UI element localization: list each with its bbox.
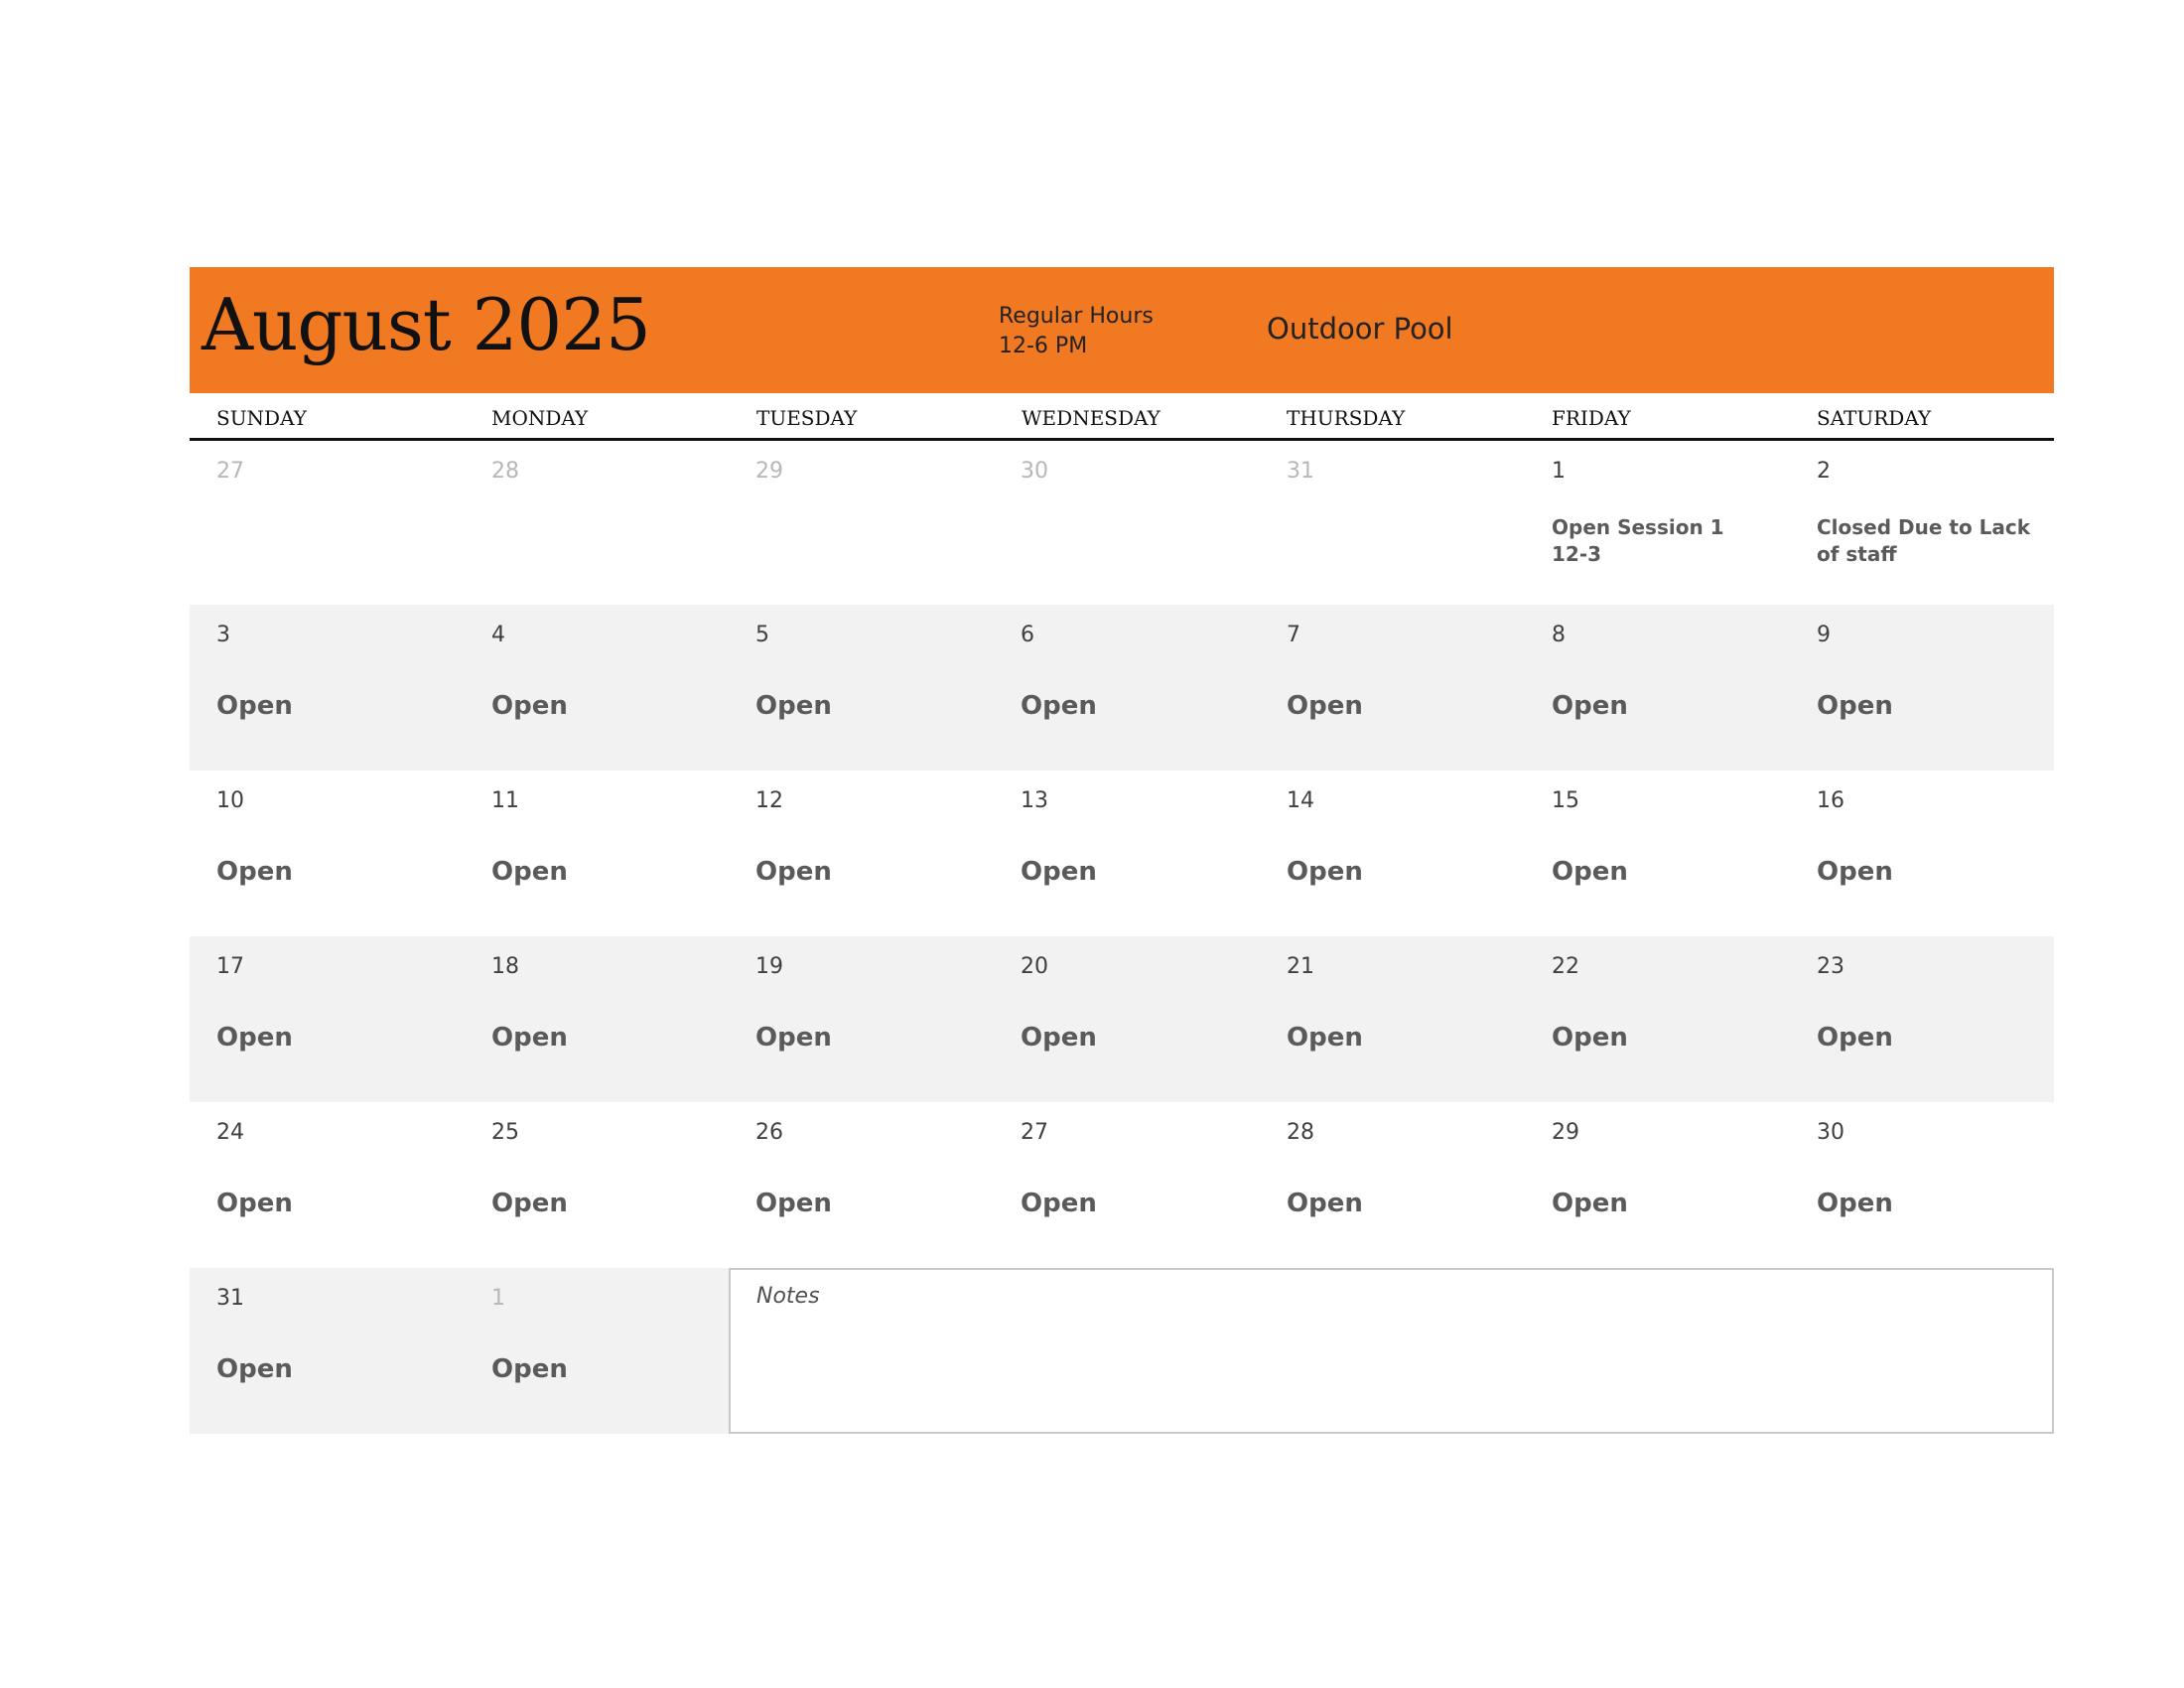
date-number: 29 bbox=[1552, 1120, 1579, 1145]
day-event: Open bbox=[216, 1354, 293, 1384]
date-number: 26 bbox=[755, 1120, 783, 1145]
date-number: 22 bbox=[1552, 954, 1579, 979]
date-number: 30 bbox=[1021, 459, 1048, 484]
weekday-wednesday: WEDNESDAY bbox=[1022, 406, 1160, 430]
date-number: 30 bbox=[1817, 1120, 1844, 1145]
calendar-grid bbox=[190, 441, 2054, 1434]
day-event: Open bbox=[1287, 1189, 1363, 1218]
date-number: 6 bbox=[1021, 623, 1034, 647]
day-event: Closed Due to Lack of staff bbox=[1817, 515, 2031, 566]
day-event: Open bbox=[755, 857, 832, 887]
day-event: Open bbox=[755, 1189, 832, 1218]
day-event: Open bbox=[1817, 1023, 1893, 1053]
date-number: 7 bbox=[1287, 623, 1300, 647]
date-number: 28 bbox=[1287, 1120, 1314, 1145]
day-event: Open bbox=[1287, 691, 1363, 721]
weekday-sunday: SUNDAY bbox=[216, 406, 307, 430]
date-number: 31 bbox=[216, 1286, 244, 1311]
facility-name: Outdoor Pool bbox=[1267, 312, 1453, 346]
week-row bbox=[190, 1268, 2054, 1434]
day-event: Open bbox=[1021, 691, 1097, 721]
weekday-saturday: SATURDAY bbox=[1817, 406, 1932, 430]
date-number: 27 bbox=[216, 459, 244, 484]
day-event: Open bbox=[1552, 857, 1628, 887]
day-event: Open bbox=[1021, 857, 1097, 887]
date-number: 9 bbox=[1817, 623, 1831, 647]
date-number: 19 bbox=[755, 954, 783, 979]
weekday-monday: MONDAY bbox=[491, 406, 589, 430]
date-number: 17 bbox=[216, 954, 244, 979]
final-week-background bbox=[190, 1268, 729, 1434]
week-row bbox=[190, 441, 2054, 605]
day-event: Open bbox=[1552, 691, 1628, 721]
day-event: Open bbox=[491, 1189, 568, 1218]
day-event: Open bbox=[1021, 1189, 1097, 1218]
calendar bbox=[190, 267, 2054, 1434]
day-event: Open bbox=[1287, 1023, 1363, 1053]
day-event: Open bbox=[1817, 857, 1893, 887]
calendar-header bbox=[190, 267, 2054, 393]
date-number: 25 bbox=[491, 1120, 519, 1145]
day-event: Open Session 1 12-3 bbox=[1552, 515, 1724, 566]
date-number: 29 bbox=[755, 459, 783, 484]
day-event: Open bbox=[1817, 691, 1893, 721]
date-number: 31 bbox=[1287, 459, 1314, 484]
day-event: Open bbox=[1552, 1189, 1628, 1218]
week-row bbox=[190, 605, 2054, 771]
day-event: Open bbox=[1021, 1023, 1097, 1053]
weekday-thursday: THURSDAY bbox=[1287, 406, 1406, 430]
week-row bbox=[190, 936, 2054, 1102]
date-number: 5 bbox=[755, 623, 769, 647]
date-number: 10 bbox=[216, 788, 244, 813]
date-number: 15 bbox=[1552, 788, 1579, 813]
date-number: 2 bbox=[1817, 459, 1831, 484]
day-event: Open bbox=[491, 1023, 568, 1053]
day-event: Open bbox=[755, 1023, 832, 1053]
date-number: 11 bbox=[491, 788, 519, 813]
day-event: Open bbox=[1287, 857, 1363, 887]
month-title: August 2025 bbox=[202, 283, 650, 366]
date-number: 1 bbox=[1552, 459, 1566, 484]
day-event: Open bbox=[216, 857, 293, 887]
day-event: Open bbox=[216, 1189, 293, 1218]
date-number: 16 bbox=[1817, 788, 1844, 813]
notes-label: Notes bbox=[756, 1284, 820, 1309]
day-event: Open bbox=[216, 691, 293, 721]
date-number: 14 bbox=[1287, 788, 1314, 813]
date-number: 23 bbox=[1817, 954, 1844, 979]
date-number: 18 bbox=[491, 954, 519, 979]
weekday-friday: FRIDAY bbox=[1552, 406, 1631, 430]
date-number: 12 bbox=[755, 788, 783, 813]
notes-box[interactable] bbox=[729, 1268, 2054, 1434]
hours-label: Regular Hours bbox=[999, 304, 1154, 329]
hours-time: 12-6 PM bbox=[999, 334, 1088, 358]
weekday-tuesday: TUESDAY bbox=[756, 406, 858, 430]
day-event: Open bbox=[491, 691, 568, 721]
date-number: 4 bbox=[491, 623, 505, 647]
date-number: 8 bbox=[1552, 623, 1566, 647]
date-number: 27 bbox=[1021, 1120, 1048, 1145]
day-event: Open bbox=[491, 857, 568, 887]
week-row bbox=[190, 1102, 2054, 1268]
date-number: 1 bbox=[491, 1286, 505, 1311]
week-row bbox=[190, 771, 2054, 936]
weekday-header-row bbox=[190, 393, 2054, 441]
day-event: Open bbox=[491, 1354, 568, 1384]
day-event: Open bbox=[1552, 1023, 1628, 1053]
date-number: 3 bbox=[216, 623, 230, 647]
day-event: Open bbox=[216, 1023, 293, 1053]
date-number: 28 bbox=[491, 459, 519, 484]
date-number: 21 bbox=[1287, 954, 1314, 979]
date-number: 24 bbox=[216, 1120, 244, 1145]
day-event: Open bbox=[1817, 1189, 1893, 1218]
date-number: 13 bbox=[1021, 788, 1048, 813]
day-event: Open bbox=[755, 691, 832, 721]
date-number: 20 bbox=[1021, 954, 1048, 979]
regular-hours bbox=[999, 302, 1154, 361]
